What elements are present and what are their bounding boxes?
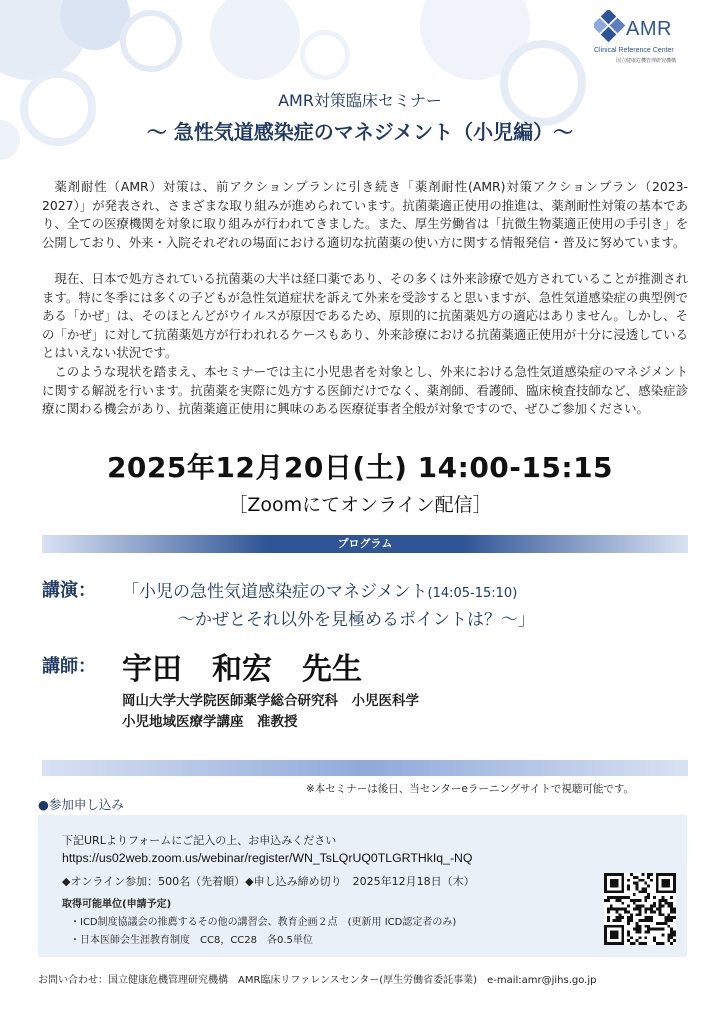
apply-instruction: 下記URLよりフォームにご記入の上、お申込みください xyxy=(62,834,337,847)
logo-subtitle: Clinical Reference Center xyxy=(594,47,674,54)
intro-paragraph-3: このような現状を踏まえ、本セミナーでは主に小児患者を対象とし、外来における急性気道感染症のマネジメントに関する解説を行います。抗菌薬を実際に処方する医師だけでなく、薬剤師、看護師、臨床検査技師など、感染症診療に関わる機会があり、抗菌薬適正使用に興味のある医療従事者全般が対象ですので、ぜひご参加ください。 xyxy=(42,364,688,417)
lecture-time: (14:05-15:10) xyxy=(427,586,518,601)
lecture-label: 講演： xyxy=(42,580,96,601)
event-title: 〜 急性気道感染症のマネジメント（小児編）〜 xyxy=(146,120,574,144)
logo-text: AMR xyxy=(626,18,672,40)
intro-paragraph-1: 薬剤耐性（AMR）対策は、前アクションプランに引き続き「薬剤耐性(AMR)対策アクションプラン（2023-2027）」が発表され、さまざまな取り組みが進められています。抗菌薬適正使用の推進は、薬剤耐性対策の基本であり、全ての医療機関を対象に取り組みが行われてきました。また、厚生労働省は「抗微生物薬適正使用の手引き」を公開しており、外来・入院それぞれの場面における適切な抗菌薬の使い方に関する情報発信・普及に努めています。 xyxy=(42,179,688,250)
lecturer-affiliation-1: 岡山大学大学院医師薬学総合研究科 小児医科学 xyxy=(122,693,419,709)
event-series: AMR対策臨床セミナー xyxy=(278,91,442,110)
credits-heading: 取得可能単位(申請予定) xyxy=(62,899,172,910)
lecture-subtitle: 〜かぜとそれ以外を見極めるポイントは？〜」 xyxy=(178,610,535,630)
recording-note: ※本セミナーは後日、当センターeラーニングサイトで視聴可能です。 xyxy=(306,783,635,795)
amr-logo-icon xyxy=(594,10,628,44)
event-date: 2025年12月20日(土) 14:00-15:15 xyxy=(106,451,614,484)
lecture-title-text: 「小児の急性気道感染症のマネジメント xyxy=(122,582,428,602)
lecture-title xyxy=(122,577,517,602)
apply-info: ◆オンライン参加：500名（先着順）◆申し込み締め切り 2025年12月18日（木） xyxy=(62,875,475,888)
registration-link[interactable]: https://us02web.zoom.us/webinar/register/WN_TsLQrUQ0TLGRTHkIq_-NQ xyxy=(62,851,473,865)
lecturer-name: 宇田 和宏 先生 xyxy=(122,652,362,687)
amr-logo xyxy=(592,10,704,68)
apply-heading: ●参加申し込み xyxy=(38,797,124,812)
event-venue: ［Zoomにてオンライン配信］ xyxy=(228,494,492,516)
logo-org: 国立健康危機管理研究機構 xyxy=(616,58,677,64)
program-bar: プログラム xyxy=(42,535,688,553)
lecturer-affiliation-2: 小児地域医療学講座 准教授 xyxy=(122,714,298,730)
intro-paragraph-2: 現在、日本で処方されている抗菌薬の大半は経口薬であり、その多くは外来診療で処方されていることが推測されます。特に冬季には多くの子どもが急性気道症状を訴えて外来を受診すると思いますが、急性気道感染症の典型例である「かぜ」は、そのほとんどがウイルスが原因であるため、原則的に抗菌薬処方の適応はありません。しかし、その「かぜ」に対して抗菌薬処方が行われれるケースもあり、外来診療における抗菌薬適正使用が十分に浸透しているとはいえない状況です。 xyxy=(42,271,688,361)
lecturer-label: 講師： xyxy=(42,656,96,677)
credit-item: ・ICD制度協議会の推薦するその他の講習会、教育企画２点 (更新用 ICD認定者のみ) xyxy=(70,917,457,928)
contact-footer: お問い合わせ：国立健康危機管理研究機構 AMR臨床リファレンスセンター(厚生労働省委託事業) e-mail:amr@jihs.go.jp xyxy=(38,975,597,986)
credit-item: ・日本医師会生涯教育制度 CC8，CC28 各0.5単位 xyxy=(70,935,313,946)
qr-code-icon[interactable] xyxy=(604,873,676,945)
section-divider-bar xyxy=(42,760,688,776)
